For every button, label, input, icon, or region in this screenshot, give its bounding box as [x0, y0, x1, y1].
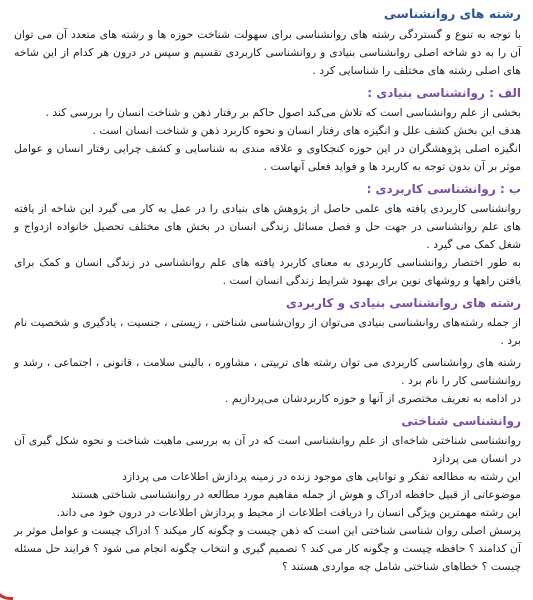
paragraph: به طور اختصار روانشناسی کاربردی به معنای کاربرد یافته های علم روانشناسی در زندگی انسان و کمک برای یافتن راهها و روشهای نوین برای بهبود شرایط زندگی انسان است .	[14, 256, 521, 287]
paragraph: روانشناسی شناختی شاخه‌ای از علم روانشناسی است که در آن به بررسی ماهیت شناخت و نحوه شکل گیری آن در انسان می پردازد	[14, 434, 521, 465]
section-title: رشته های روانشناسی	[383, 6, 521, 21]
paragraph: از جمله رشته‌های روانشناسی بنیادی می‌توان از روان‌شناسی شناختی ، زیستی ، جنسیت ، یادگیری و شخصیت نام برد .	[14, 316, 521, 347]
paragraph: با توجه به تنوع و گستردگی رشته های روانشناسی برای سهولت شناخت حوزه ها و رشته های متعدد آن می توان آن را به دو شاخه اصلی روانشناسی بنیادی و روانشناسی کاربردی تقسیم و سپس در درون هر کدام از این شاخه های اصلی رشته های مختلف را شناسایی کرد .	[14, 28, 521, 77]
section-title: ب : روانشناسی کاربردی :	[366, 182, 521, 196]
section-title: روانشناسی شناختی	[401, 414, 521, 428]
paragraph: بخشی از علم روانشناسی است که تلاش می‌کند اصول حاکم بر رفتار ذهن و شناخت انسان را بررسی کند .	[45, 106, 521, 119]
paragraph: در ادامه به تعریف مختصری از آنها و حوزه کاربردشان می‌پردازیم .	[225, 392, 521, 405]
paragraph: انگیزه اصلی پژوهشگران در این حوزه کنجکاوی و علاقه مندی به شناسایی و کشف چرایی رفتار انسان و عوامل موثر بر آن بدون توجه به کاربرد ها و فواید فعلی آنهاست .	[14, 142, 521, 173]
section-intro	[14, 4, 521, 80]
section-title: الف : روانشناسی بنیادی :	[367, 86, 521, 100]
section-fields	[14, 294, 521, 408]
paragraph: موضوعاتی از قبیل حافظه ادراک و هوش از جمله مفاهیم مورد مطالعه در روانشناسی شناختی هستند	[71, 488, 521, 501]
paragraph: پرسش اصلی روان شناسی شناختی این است که ذهن چیست و چگونه کار میکند ؟ ادراک چیست و عوامل موثر بر آن کدامند ؟ حافظه چیست و چگونه کار می کند ؟ تصمیم گیری و انتخاب چگونه انجام می شود ؟ فرایند حل مسئله چیست ؟ خطاهای شناختی شامل چه مواردی هستند ؟	[14, 524, 521, 573]
section-title: رشته های روانشناسی بنیادی و کاربردی	[285, 296, 521, 310]
section-cognitive-psychology	[14, 412, 521, 576]
paragraph: روانشناسی کاربردی یافته های علمی حاصل از پژوهش های بنیادی را در عمل به کار می گیرد این شاخه از یافته های علم روانشناسی در جهت حل و فصل مسائل زندگی انسان در بخش های مختلف تحصیل خانواده ازدواج و شغل کمک می گیرد .	[14, 202, 521, 251]
section-basic-psychology	[14, 84, 521, 176]
page-corner-decoration	[0, 579, 13, 600]
paragraph: این رشته به مطالعه تفکر و توانایی های موجود زنده در زمینه پردازش اطلاعات می پردازد	[122, 470, 521, 483]
paragraph: این رشته مهمترین ویژگی انسان را دریافت اطلاعات از محیط و پردازش اطلاعات در درون خود می داند.	[56, 506, 521, 519]
paragraph: رشته های روانشناسی کاربردی می توان رشته های تربیتی ، مشاوره ، بالینی سلامت ، قانونی ، اجتماعی ، رشد و روانشناسی کار را نام برد .	[14, 356, 521, 387]
paragraph: هدف این بخش کشف علل و انگیزه های رفتار انسان و نحوه کاربرد ذهن و شناخت انسان است .	[92, 124, 521, 137]
section-applied-psychology	[14, 180, 521, 290]
